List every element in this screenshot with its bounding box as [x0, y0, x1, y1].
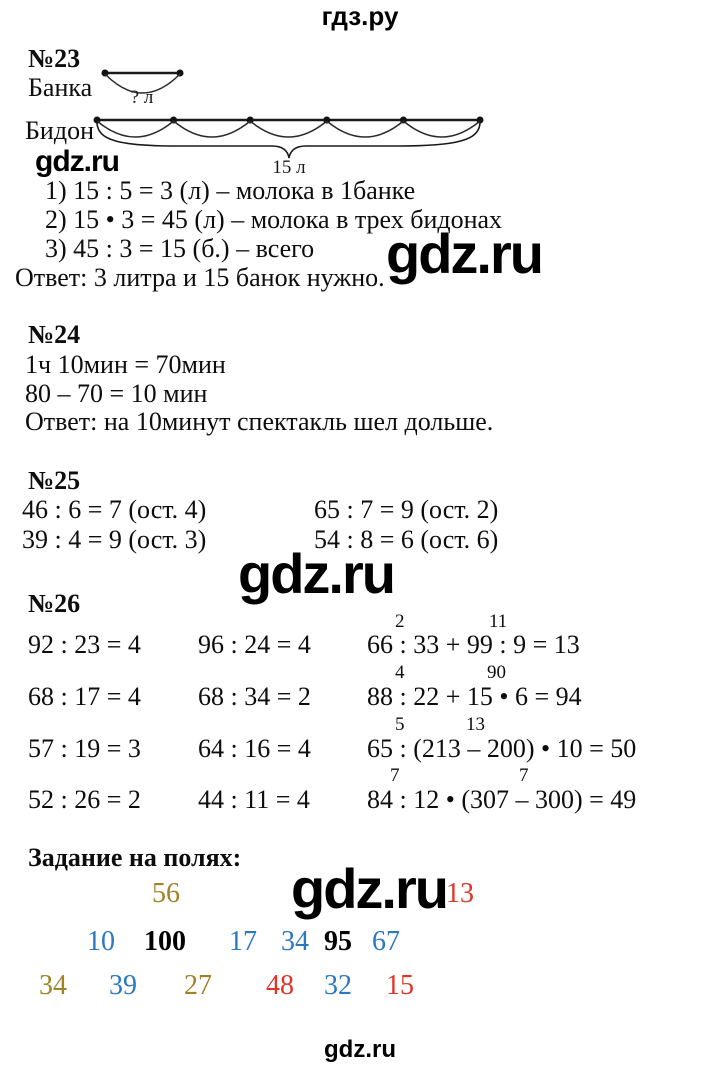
can-label: Бидон	[25, 116, 94, 145]
margin-number: 32	[324, 970, 352, 1001]
margin-number: 67	[372, 926, 400, 957]
can-part-arc	[174, 121, 251, 137]
intermediate-result: 13	[466, 714, 485, 735]
site-header: гдз.ру	[321, 1, 399, 31]
can-part-arc	[403, 121, 480, 137]
task-23-step: 2) 15 • 3 = 45 (л) – молока в трех бидонах	[45, 205, 503, 234]
margin-number: 10	[87, 926, 115, 957]
intermediate-result: 11	[489, 611, 508, 632]
margin-number: 27	[184, 970, 212, 1001]
task-24-answer: Ответ: на 10минут спектакль шел дольше.	[25, 407, 494, 436]
task-24-heading: №24	[28, 320, 81, 349]
margin-number: 48	[266, 970, 294, 1001]
task-23-answer: Ответ: 3 литра и 15 банок нужно.	[15, 263, 385, 292]
can-part-arc	[97, 121, 174, 137]
margin-number: 95	[324, 926, 352, 957]
task-26-item: 68 : 17 = 4	[28, 682, 141, 711]
margin-number: 56	[152, 878, 180, 909]
task-23-step: 3) 45 : 3 = 15 (б.) – всего	[45, 234, 315, 263]
task-26-item: 66 : 33 + 99 : 9 = 13	[367, 630, 580, 659]
intermediate-result: 7	[390, 765, 400, 786]
watermark: gdz.ru	[35, 145, 119, 178]
total-brace	[97, 123, 480, 158]
watermark: gdz.ru	[238, 542, 394, 605]
task-25-item: 39 : 4 = 9 (ост. 3)	[22, 525, 207, 554]
segments-diagram	[88, 58, 518, 176]
can-part-arc	[250, 121, 327, 137]
margin-number: 100	[144, 926, 186, 957]
margin-number: 17	[229, 926, 257, 957]
margins-heading: Задание на полях:	[28, 843, 242, 872]
margin-number: 13	[446, 878, 474, 909]
intermediate-result: 2	[395, 611, 405, 632]
intermediate-result: 5	[395, 714, 405, 735]
task-26-item: 65 : (213 – 200) • 10 = 50	[367, 734, 637, 763]
task-26-item: 84 : 12 • (307 – 300) = 49	[367, 785, 637, 814]
can-part-arc	[327, 121, 404, 137]
task-24-line: 80 – 70 = 10 мин	[25, 379, 208, 408]
site-footer: gdz.ru	[324, 1036, 396, 1063]
task-24-line: 1ч 10мин = 70мин	[25, 350, 226, 379]
task-23-heading: №23	[28, 44, 81, 73]
task-26-item: 64 : 16 = 4	[198, 734, 311, 763]
task-26-item: 57 : 19 = 3	[28, 734, 141, 763]
intermediate-result: 90	[487, 662, 506, 683]
jar-label: Банка	[28, 73, 93, 102]
margin-number: 15	[386, 970, 414, 1001]
task-23-step: 1) 15 : 5 = 3 (л) – молока в 1банке	[45, 176, 416, 205]
task-26-item: 68 : 34 = 2	[198, 682, 311, 711]
can-total-label: 15 л	[272, 157, 306, 176]
task-26-item: 92 : 23 = 4	[28, 630, 141, 659]
task-26-item: 52 : 26 = 2	[28, 785, 141, 814]
task-26-item: 44 : 11 = 4	[198, 785, 310, 814]
margin-number: 34	[281, 926, 309, 957]
task-25-item: 54 : 8 = 6 (ост. 6)	[314, 525, 499, 554]
task-25-heading: №25	[28, 466, 81, 495]
margin-number: 34	[39, 970, 67, 1001]
intermediate-result: 4	[395, 662, 405, 683]
task-26-item: 96 : 24 = 4	[198, 630, 311, 659]
task-25-item: 46 : 6 = 7 (ост. 4)	[22, 495, 207, 524]
task-26-heading: №26	[28, 589, 81, 618]
margin-number: 39	[109, 970, 137, 1001]
jar-value-label: ? л	[130, 87, 154, 108]
watermark: gdz.ru	[386, 222, 542, 285]
intermediate-result: 7	[519, 765, 529, 786]
watermark: gdz.ru	[291, 857, 447, 920]
task-25-item: 65 : 7 = 9 (ост. 2)	[314, 495, 499, 524]
task-26-item: 88 : 22 + 15 • 6 = 94	[367, 682, 582, 711]
